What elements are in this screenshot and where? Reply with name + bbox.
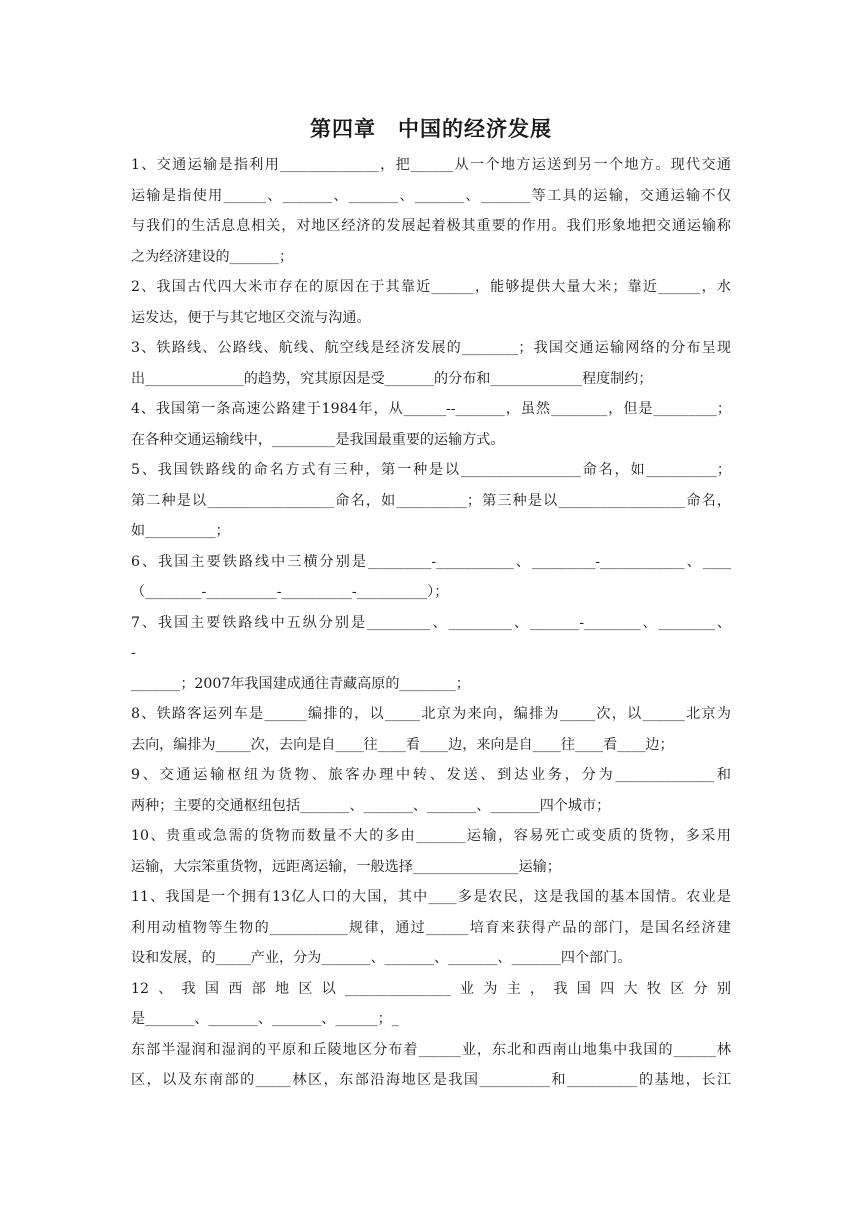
text-line: 之为经济建设的_______； (131, 248, 294, 265)
text-line: 设和发展，的_____产业，分为_______、_______、_______、_______四个部门。 (131, 950, 632, 966)
text-line: 10、贵重或急需的货物而数量不大的多由_______运输，容易死亡或变质的货物，多采用 (131, 828, 731, 844)
text-line: 区，以及东南部的_____林区，东部沿海地区是我国__________和__________的基地，长江 (131, 1072, 731, 1088)
text-line: 两种；主要的交通枢纽包括_______、_______、_______、_______四个城市； (131, 797, 611, 814)
text-line: 2、我国古代四大米市存在的原因在于其靠近______，能够提供大量大米；靠近______，水 (131, 279, 731, 295)
text-line: 第二种是以__________________命名，如__________；第三种是以__________________命名， (131, 492, 731, 509)
text-line: 与我们的生活息息相关，对地区经济的发展起着极其重要的作用。我们形象地把交通运输称 (131, 218, 731, 234)
text-line: 运输是指使用______、_______、_______、_______、_______等工具的运输，交通运输不仅 (131, 187, 731, 204)
text-line: 运发达，便于与其它地区交流与沟通。 (131, 309, 371, 326)
text-line: （________-__________-__________-__________）； (131, 584, 449, 600)
page-title: 第四章 中国的经济发展 (310, 117, 552, 141)
text-line: 9、交通运输枢纽为货物、旅客办理中转、发送、到达业务，分为______________和 (131, 767, 731, 783)
text-line: 4、我国第一条高速公路建于1984年，从______--_______，虽然________，但是_________； (131, 401, 731, 417)
text-line: 11、我国是一个拥有13亿人口的大国，其中____多是农民，这是我国的基本国情。农业是 (131, 889, 731, 905)
text-line: 去向，编排为_____次，去向是自____往____看____边，来向是自____往____看____边； (131, 736, 674, 753)
text-line: 1、交通运输是指利用______________，把______从一个地方运送到另一个地方。现代交通 (131, 157, 731, 173)
text-line: 出______________的趋势，究其原因是受_______的分布和_____________程度制约； (131, 370, 653, 387)
text-line: _______；2007年我国建成通往青藏高原的________； (131, 675, 470, 692)
text-line: 8、铁路客运列车是______编排的，以_____北京为来向，编排为_____次，以______北京为 (131, 706, 731, 722)
question-body (131, 150, 731, 1096)
text-line: 7、我国主要铁路线中五纵分别是_________、_________、_______-________、________、 (131, 614, 731, 631)
text-line: 东部半湿润和湿润的平原和丘陵地区分布着______业，东北和西南山地集中我国的______林 (131, 1041, 731, 1058)
text-line: 如__________； (131, 523, 230, 539)
text-line: 在各种交通运输线中，_________是我国最重要的运输方式。 (131, 431, 505, 448)
document-page (131, 0, 731, 1216)
text-line: 3、铁路线、公路线、航线、航空线是经济发展的________；我国交通运输网络的分布呈现 (131, 340, 731, 356)
text-line: 利用动植物等生物的___________规律，通过______培育来获得产品的部门，是国名经济建 (131, 919, 731, 936)
text-line: 5、我国铁路线的命名方式有三种，第一种是以_________________命名，如__________； (131, 462, 731, 478)
text-line: 12、我国西部地区以_______________业为主，我国四大牧区分别 (131, 980, 731, 997)
text-line: 6、我国主要铁路线中三横分别是_________-___________、_________-____________、____ (131, 553, 731, 570)
text-line: 运输，大宗笨重货物，远距离运输，一般选择_______________运输； (131, 858, 561, 875)
text-line: - (131, 645, 136, 661)
text-line: 是_______、_______、_______、______；_ (131, 1011, 399, 1027)
